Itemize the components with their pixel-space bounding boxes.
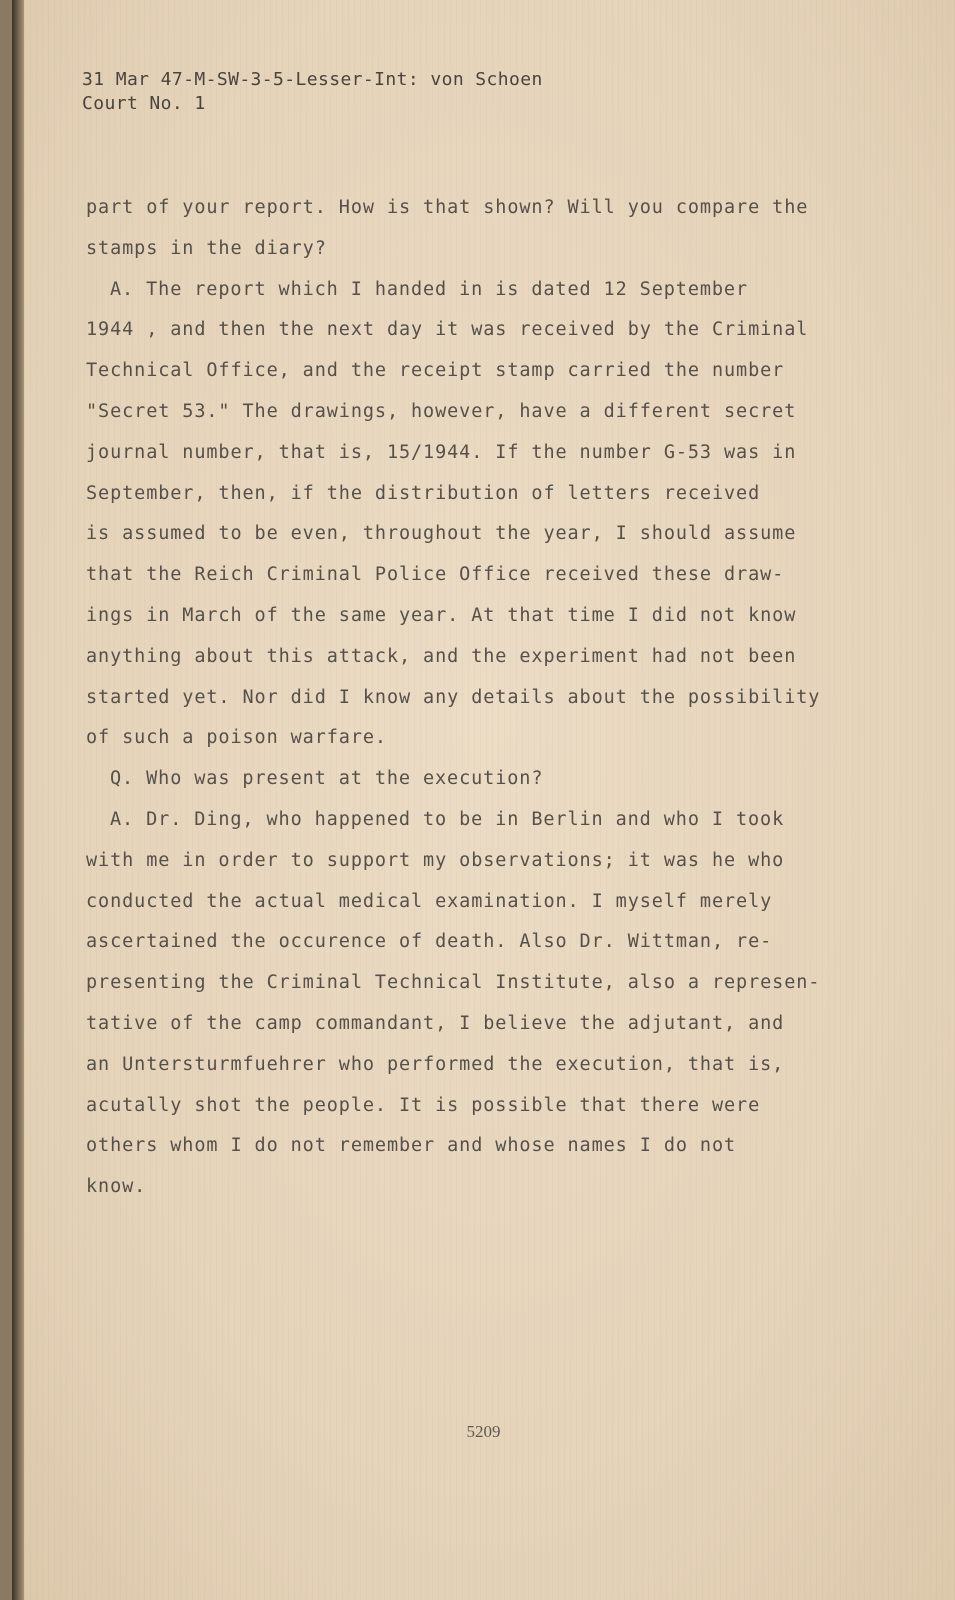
binding-edge [12, 0, 24, 1600]
transcript-line: ascertained the occurence of death. Also Dr. Wittman, re- [86, 931, 773, 953]
transcript-line: stamps in the diary? [86, 237, 327, 259]
answer-line: A. The report which I handed in is dated 12 September [110, 278, 749, 300]
transcript-line: started yet. Nor did I know any details about the possibility [86, 686, 821, 708]
document-page [12, 0, 955, 1600]
page-number: 5209 [466, 1422, 501, 1441]
transcript-line: part of your report. How is that shown? Will you compare the [86, 197, 809, 218]
transcript-line: of such a poison warfare. [86, 727, 387, 749]
answer-line: A. Dr. Ding, who happened to be in Berlin and who I took [110, 808, 785, 830]
question-line: Q. Who was present at the execution? [110, 768, 544, 790]
document-header [82, 68, 543, 116]
transcript-line: is assumed to be even, throughout the year, I should assume [86, 523, 797, 545]
transcript-line: presenting the Criminal Technical Institute, also a represen- [86, 972, 821, 994]
transcript-line: journal number, that is, 15/1944. If the number G-53 was in [86, 441, 797, 463]
transcript-line: "Secret 53." The drawings, however, have a different secret [86, 400, 797, 422]
transcript-line: an Untersturmfuehrer who performed the execution, that is, [86, 1053, 785, 1075]
transcript-line: conducted the actual medical examination. I myself merely [86, 890, 773, 912]
transcript-line: others whom I do not remember and whose names I do not [86, 1135, 737, 1157]
transcript-line: with me in order to support my observations; it was he who [86, 849, 785, 871]
transcript-line: September, then, if the distribution of letters received [86, 482, 761, 504]
transcript-line: ings in March of the same year. At that time I did not know [86, 604, 797, 626]
transcript-line: that the Reich Criminal Police Office received these draw- [86, 564, 785, 586]
header-reference-line: 31 Mar 47-M-SW-3-5-Lesser-Int: von Schoen [82, 69, 543, 90]
transcript-line: Technical Office, and the receipt stamp carried the number [86, 360, 785, 382]
transcript-line: 1944 , and then the next day it was received by the Criminal [86, 319, 809, 341]
transcript-body [86, 188, 866, 1208]
transcript-line: know. [86, 1176, 147, 1198]
transcript-line: tative of the camp commandant, I believe the adjutant, and [86, 1012, 785, 1034]
transcript-line: anything about this attack, and the experiment had not been [86, 645, 797, 667]
transcript-line: acutally shot the people. It is possible that there were [86, 1094, 761, 1116]
header-court-line: Court No. 1 [82, 93, 206, 114]
